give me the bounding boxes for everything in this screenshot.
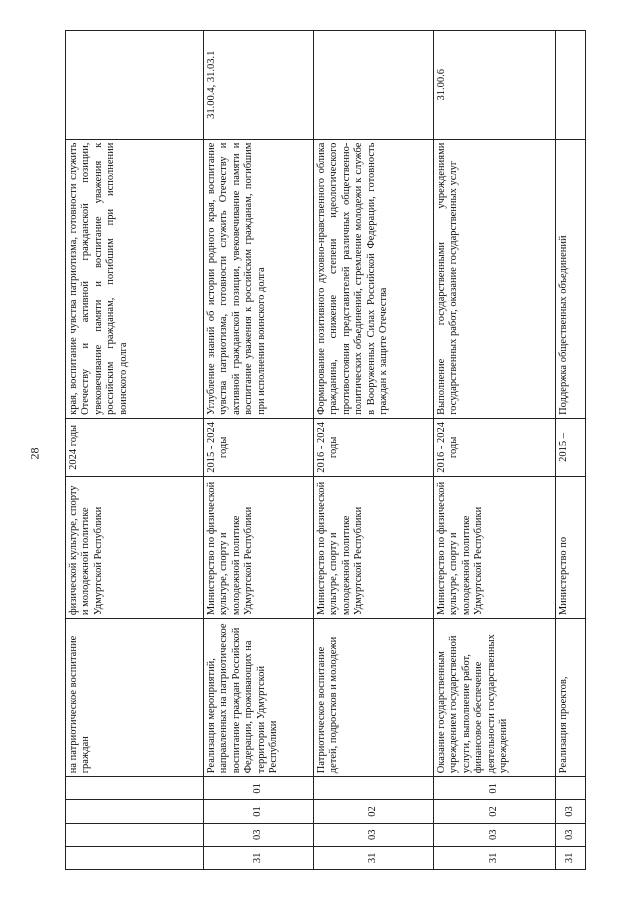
- code-om: 02: [314, 800, 434, 823]
- program-measures-table: [65, 30, 586, 870]
- code-om: [66, 800, 204, 823]
- table-row: [204, 31, 314, 870]
- code-pp: 03: [204, 823, 314, 846]
- code-om: 03: [556, 800, 586, 823]
- measure-name: Реализация мероприятий, направленных на патриотическое воспитание граждан Российской Федерации, проживающих на территории Удмуртской Республики: [204, 619, 314, 777]
- page-number: 28: [27, 447, 42, 460]
- indicator-link: [556, 31, 586, 140]
- code-m: [314, 777, 434, 800]
- code-m: 01: [434, 777, 556, 800]
- code-gp: 31: [556, 846, 586, 869]
- period: 2016 - 2024 годы: [434, 418, 556, 476]
- code-pp: [66, 823, 204, 846]
- code-m: [556, 777, 586, 800]
- executor: Министерство по: [556, 476, 586, 618]
- period: 2015 –: [556, 418, 586, 476]
- measure-name: на патриотическое воспитание граждан: [66, 619, 204, 777]
- executor: Министерство по физической культуре, спорту и молодежной политике Удмуртской Республики: [204, 476, 314, 618]
- period: 2015 - 2024 годы: [204, 418, 314, 476]
- measure-name: Реализация проектов,: [556, 619, 586, 777]
- table-row: [66, 31, 204, 870]
- period: 2016 - 2024 годы: [314, 418, 434, 476]
- rotated-table-page: [65, 30, 615, 870]
- indicator-link: 31.00.4, 31.03.1: [204, 31, 314, 140]
- code-om: 02: [434, 800, 556, 823]
- executor: физической культуре, спорту и молодежной политике Удмуртской Республики: [66, 476, 204, 618]
- code-gp: [66, 846, 204, 869]
- indicator-link: [314, 31, 434, 140]
- measure-name: Оказание государственным учреждением государственной услуги, выполнение работ, финансовое обеспечение деятельности государственных учреждений: [434, 619, 556, 777]
- expected-result: Углубление знаний об истории родного края, воспитание чувства патриотизма, готовности служить Отечеству и активной гражданской позиции, увековечивание памяти и воспитание уважения к российским гражданам, погибшим при исполнении воинского долга: [204, 139, 314, 418]
- indicator-link: [66, 31, 204, 140]
- code-m: 01: [204, 777, 314, 800]
- code-pp: 03: [434, 823, 556, 846]
- code-gp: 31: [204, 846, 314, 869]
- code-m: [66, 777, 204, 800]
- code-gp: 31: [314, 846, 434, 869]
- expected-result: Выполнение государственными учреждениями государственных работ, оказание государственных услуг: [434, 139, 556, 418]
- executor: Министерство по физической культуре, спорту и молодежной политике Удмуртской Республики: [434, 476, 556, 618]
- code-om: 01: [204, 800, 314, 823]
- executor: Министерство по физической культуре, спорту и молодежной политике Удмуртской Республики: [314, 476, 434, 618]
- table-row: [434, 31, 556, 870]
- indicator-link: 31.00.6: [434, 31, 556, 140]
- measure-name: Патриотическое воспитание детей, подростков и молодежи: [314, 619, 434, 777]
- period: 2024 годы: [66, 418, 204, 476]
- table-row: [314, 31, 434, 870]
- expected-result: Поддержка общественных объединений: [556, 139, 586, 418]
- expected-result: Формирование позитивного духовно-нравственного облика гражданина, снижение степени идеологического противостояния представителей различных общественно-политических объединений, стремление молодежи к службе в Вооруженных Силах Российской Федерации, готовность граждан к защите Отечества: [314, 139, 434, 418]
- code-gp: 31: [434, 846, 556, 869]
- table-row: [556, 31, 586, 870]
- code-pp: 03: [314, 823, 434, 846]
- code-pp: 03: [556, 823, 586, 846]
- expected-result: края, воспитание чувства патриотизма, готовности служить Отечеству и активной гражданской позиции, увековечивание памяти и воспитание уважения к российским гражданам, погибшим при исполнении воинского долга: [66, 139, 204, 418]
